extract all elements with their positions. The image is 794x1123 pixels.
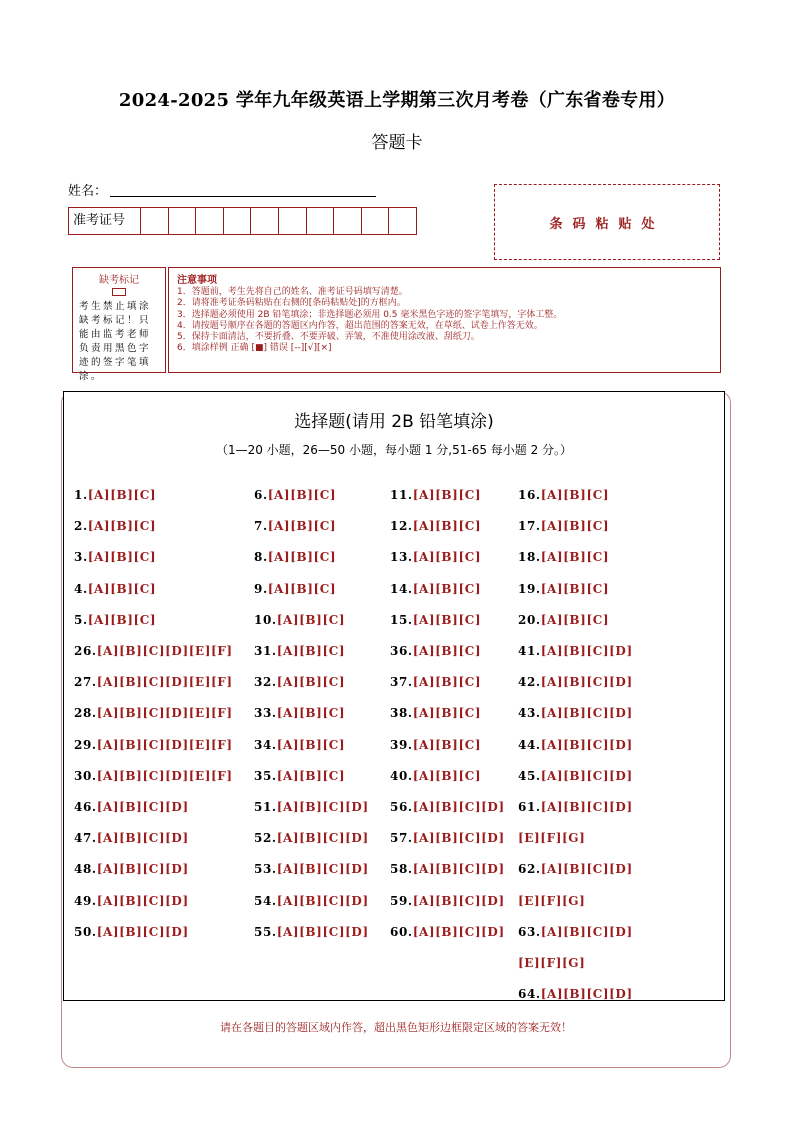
answer-options[interactable]: [A][B][C]: [412, 768, 482, 783]
answer-options[interactable]: [A][B][C][D]: [96, 831, 189, 846]
answer-options[interactable]: [A][B][C]: [276, 706, 346, 721]
question-number: 37.: [390, 675, 413, 690]
answer-options[interactable]: [A][B][C]: [412, 612, 482, 627]
question-number: 51.: [254, 800, 277, 814]
choice-question[interactable]: [254, 769, 345, 783]
choice-question[interactable]: [390, 550, 481, 564]
choice-question[interactable]: [254, 862, 369, 876]
choice-question[interactable]: [74, 738, 233, 752]
exam-id-cell[interactable]: [251, 208, 279, 234]
choice-question[interactable]: [74, 925, 189, 939]
question-number: 1.: [74, 488, 88, 502]
choice-question[interactable]: [390, 831, 505, 845]
question-number: 18.: [518, 550, 541, 565]
answer-options[interactable]: [E][F][G]: [518, 956, 586, 970]
question-number: 2.: [74, 519, 88, 534]
bottom-warning: 请在各题目的答题区域内作答，超出黑色矩形边框限定区域的答案无效！: [220, 1021, 572, 1034]
choice-question[interactable]: [254, 644, 345, 658]
question-number: 44.: [518, 737, 541, 752]
question-number: 28.: [74, 706, 97, 721]
question-number: 57.: [390, 831, 413, 846]
answer-options[interactable]: [A][B][C][D]: [412, 924, 505, 939]
answer-options[interactable]: [A][B][C][D]: [276, 924, 369, 939]
choice-question[interactable]: [518, 675, 633, 689]
question-number: 56.: [390, 800, 413, 814]
answer-options[interactable]: [A][B][C]: [412, 675, 482, 690]
question-number: 64.: [518, 987, 541, 1002]
page-title: 2024-2025 学年九年级英语上学期第三次月考卷（广东省卷专用）: [118, 90, 676, 111]
question-number: 19.: [518, 581, 541, 596]
answer-options[interactable]: [A][B][C]: [276, 675, 346, 690]
notes-item: 3．选择题必须使用 2B 铅笔填涂；非选择题必须用 0.5 毫米黑色字迹的签字笔填写，字体工整。: [177, 309, 563, 320]
answer-options[interactable]: [A][B][C]: [267, 519, 337, 534]
question-number: 15.: [390, 612, 413, 627]
absent-mark-description: 考生禁止填涂缺考标记！只能由监考老师负责用黑色字迹的签字笔填涂。: [79, 301, 152, 382]
choice-question[interactable]: [254, 519, 336, 533]
answer-options[interactable]: [A][B][C][D]: [540, 644, 633, 658]
question-number: 59.: [390, 893, 413, 908]
name-field[interactable]: [110, 196, 376, 197]
question-number: 30.: [74, 768, 97, 783]
choice-question[interactable]: [518, 894, 585, 908]
answer-options[interactable]: [A][B][C]: [267, 550, 337, 565]
choice-question[interactable]: [390, 800, 505, 814]
choice-question[interactable]: [74, 706, 233, 720]
answer-options[interactable]: [A][B][C][D]: [96, 893, 189, 908]
choice-question[interactable]: [74, 800, 189, 814]
question-number: 11.: [390, 488, 413, 502]
question-number: 39.: [390, 737, 413, 752]
choice-question[interactable]: [74, 862, 189, 876]
answer-options[interactable]: [A][B][C][D][E][F]: [96, 675, 233, 690]
question-number: 46.: [74, 800, 97, 814]
question-number: 7.: [254, 519, 268, 534]
choice-question[interactable]: [390, 675, 481, 689]
question-number: 33.: [254, 706, 277, 721]
exam-id-cell[interactable]: [362, 208, 390, 234]
absent-mark-checkbox[interactable]: [112, 288, 126, 296]
question-number: 49.: [74, 893, 97, 908]
question-number: 17.: [518, 519, 541, 534]
question-number: 54.: [254, 893, 277, 908]
exam-id-label: 准考证号: [69, 208, 141, 234]
choice-section-note: （1—20 小题，26—50 小题，每小题 1 分,51-65 每小题 2 分。）: [215, 443, 573, 457]
question-number: 50.: [74, 924, 97, 939]
question-number: 13.: [390, 550, 413, 565]
answer-sheet-subtitle: 答题卡: [371, 133, 423, 153]
exam-id-cell[interactable]: [279, 208, 307, 234]
answer-options[interactable]: [A][B][C][D]: [540, 706, 633, 721]
answer-options[interactable]: [A][B][C]: [87, 519, 157, 534]
answer-options[interactable]: [A][B][C]: [276, 612, 346, 627]
choice-question[interactable]: [390, 488, 481, 502]
choice-question[interactable]: [254, 550, 336, 564]
answer-options[interactable]: [A][B][C][D]: [412, 862, 505, 877]
question-number: 36.: [390, 644, 413, 658]
question-number: 38.: [390, 706, 413, 721]
choice-question[interactable]: [518, 800, 633, 814]
answer-options[interactable]: [A][B][C]: [412, 644, 482, 658]
choice-question[interactable]: [74, 519, 156, 533]
answer-options[interactable]: [A][B][C]: [87, 550, 157, 565]
answer-options[interactable]: [A][B][C][D]: [412, 831, 505, 846]
question-number: 6.: [254, 488, 268, 502]
question-number: 58.: [390, 862, 413, 877]
exam-id-cell[interactable]: [169, 208, 197, 234]
answer-options[interactable]: [A][B][C]: [87, 612, 157, 627]
answer-options[interactable]: [A][B][C][D]: [540, 768, 633, 783]
answer-options[interactable]: [A][B][C][D]: [96, 924, 189, 939]
exam-id-cell[interactable]: [307, 208, 335, 234]
notes-box: [168, 267, 721, 373]
notes-item: 5．保持卡面清洁，不要折叠、不要弄破、弄皱，不准使用涂改液、刮纸刀。: [177, 332, 480, 343]
choice-question[interactable]: [74, 488, 156, 502]
notes-item: 2．请将准考证条码粘贴在右侧的[条码粘贴处]的方框内。: [177, 298, 406, 309]
answer-options[interactable]: [A][B][C]: [412, 550, 482, 565]
choice-question[interactable]: [254, 800, 369, 814]
question-number: 20.: [518, 612, 541, 627]
question-number: 31.: [254, 644, 277, 658]
answer-options[interactable]: [A][B][C]: [276, 644, 346, 658]
exam-id-cell[interactable]: [389, 208, 416, 234]
answer-options[interactable]: [A][B][C]: [540, 612, 610, 627]
choice-question[interactable]: [390, 894, 505, 908]
choice-question[interactable]: [518, 550, 609, 564]
choice-question[interactable]: [518, 582, 609, 596]
answer-options[interactable]: [A][B][C]: [267, 581, 337, 596]
exam-id-box: [68, 207, 417, 235]
choice-question[interactable]: [390, 519, 481, 533]
answer-options[interactable]: [A][B][C]: [87, 581, 157, 596]
choice-question[interactable]: [518, 738, 633, 752]
choice-question[interactable]: [254, 488, 336, 502]
choice-question[interactable]: [254, 582, 336, 596]
question-number: 48.: [74, 862, 97, 877]
answer-options[interactable]: [A][B][C]: [412, 706, 482, 721]
choice-question[interactable]: [254, 738, 345, 752]
answer-options[interactable]: [A][B][C][D][E][F]: [96, 768, 233, 783]
choice-question[interactable]: [390, 738, 481, 752]
answer-options[interactable]: [A][B][C][D]: [540, 737, 633, 752]
question-number: 12.: [390, 519, 413, 534]
choice-question[interactable]: [390, 925, 505, 939]
choice-question[interactable]: [254, 831, 369, 845]
choice-question[interactable]: [74, 675, 233, 689]
question-number: 10.: [254, 612, 277, 627]
choice-question[interactable]: [74, 550, 156, 564]
choice-question[interactable]: [254, 925, 369, 939]
question-number: 35.: [254, 768, 277, 783]
question-number: 41.: [518, 644, 541, 658]
question-number: 8.: [254, 550, 268, 565]
choice-question[interactable]: [74, 644, 233, 658]
choice-question[interactable]: [518, 956, 585, 970]
answer-options[interactable]: [A][B][C]: [87, 488, 157, 502]
choice-question[interactable]: [518, 613, 609, 627]
choice-question[interactable]: [518, 925, 633, 939]
choice-question[interactable]: [390, 769, 481, 783]
answer-options[interactable]: [A][B][C][D]: [540, 800, 633, 814]
answer-options[interactable]: [A][B][C][D][E][F]: [96, 737, 233, 752]
answer-options[interactable]: [A][B][C][D]: [276, 831, 369, 846]
answer-options[interactable]: [A][B][C]: [276, 737, 346, 752]
choice-question[interactable]: [518, 519, 609, 533]
choice-question[interactable]: [390, 582, 481, 596]
choice-question[interactable]: [518, 831, 585, 845]
exam-id-cell[interactable]: [141, 208, 169, 234]
notes-title: 注意事项: [177, 275, 217, 286]
answer-options[interactable]: [A][B][C][D]: [276, 800, 369, 814]
answer-options[interactable]: [A][B][C]: [412, 519, 482, 534]
exam-id-cell[interactable]: [224, 208, 252, 234]
question-number: 62.: [518, 862, 541, 877]
choice-question[interactable]: [74, 613, 156, 627]
choice-question[interactable]: [74, 831, 189, 845]
question-number: 29.: [74, 737, 97, 752]
question-number: 43.: [518, 706, 541, 721]
question-number: 5.: [74, 612, 88, 627]
question-number: 4.: [74, 581, 88, 596]
answer-options[interactable]: [A][B][C][D]: [96, 800, 189, 814]
question-number: 9.: [254, 581, 268, 596]
question-number: 40.: [390, 768, 413, 783]
choice-question[interactable]: [518, 644, 633, 658]
notes-item: 1．答题前，考生先将自己的姓名、准考证号码填写清楚。: [177, 287, 408, 297]
choice-question[interactable]: [518, 862, 633, 876]
exam-id-cell[interactable]: [334, 208, 362, 234]
choice-question[interactable]: [254, 894, 369, 908]
choice-question[interactable]: [390, 862, 505, 876]
question-number: 60.: [390, 924, 413, 939]
question-number: 14.: [390, 581, 413, 596]
choice-question[interactable]: [390, 613, 481, 627]
answer-options[interactable]: [A][B][C]: [412, 737, 482, 752]
choice-question[interactable]: [518, 706, 633, 720]
answer-options[interactable]: [A][B][C][D][E][F]: [96, 644, 233, 658]
answer-options[interactable]: [A][B][C][D]: [96, 862, 189, 877]
notes-item: 6．填涂样例 正确 [■] 错误 [--][√][×]: [177, 343, 332, 354]
answer-options[interactable]: [E][F][G]: [518, 831, 586, 846]
question-number: 42.: [518, 675, 541, 690]
question-number: 61.: [518, 800, 541, 814]
absent-mark-title: 缺考标记: [99, 275, 139, 286]
barcode-area: [494, 184, 720, 260]
answer-options[interactable]: [A][B][C]: [540, 488, 610, 502]
choice-question[interactable]: [74, 894, 189, 908]
exam-id-cell[interactable]: [196, 208, 224, 234]
choice-question[interactable]: [74, 769, 233, 783]
choice-question[interactable]: [390, 644, 481, 658]
answer-options[interactable]: [A][B][C][D]: [276, 862, 369, 877]
notes-item: 4．请按题号顺序在各题的答题区内作答，超出范围的答案无效，在草纸、试卷上作答无效。: [177, 320, 543, 331]
answer-options[interactable]: [A][B][C][D]: [540, 924, 633, 939]
choice-section-title: 选择题(请用 2B 铅笔填涂): [294, 412, 494, 432]
answer-options[interactable]: [A][B][C]: [540, 550, 610, 565]
choice-question[interactable]: [518, 769, 633, 783]
answer-options[interactable]: [A][B][C]: [276, 768, 346, 783]
choice-question[interactable]: [254, 675, 345, 689]
choice-question[interactable]: [74, 582, 156, 596]
answer-options[interactable]: [A][B][C][D]: [540, 987, 633, 1002]
question-number: 53.: [254, 862, 277, 877]
choice-question[interactable]: [254, 706, 345, 720]
choice-question[interactable]: [518, 488, 609, 502]
answer-options[interactable]: [A][B][C][D]: [540, 862, 633, 877]
answer-options[interactable]: [A][B][C][D]: [412, 893, 505, 908]
question-number: 52.: [254, 831, 277, 846]
question-number: 47.: [74, 831, 97, 846]
answer-options[interactable]: [A][B][C][D]: [276, 893, 369, 908]
answer-options[interactable]: [A][B][C][D]: [412, 800, 505, 814]
question-number: 27.: [74, 675, 97, 690]
question-number: 63.: [518, 924, 541, 939]
question-number: 55.: [254, 924, 277, 939]
choice-question[interactable]: [390, 706, 481, 720]
barcode-label: 条码粘贴处: [549, 216, 665, 232]
choice-question[interactable]: [518, 987, 633, 1001]
choice-section-frame: [63, 391, 725, 1001]
choice-question[interactable]: [254, 613, 345, 627]
name-label: 姓名：: [68, 184, 108, 199]
question-number: 3.: [74, 550, 88, 565]
answer-options[interactable]: [A][B][C]: [412, 581, 482, 596]
answer-options[interactable]: [E][F][G]: [518, 893, 586, 908]
question-number: 34.: [254, 737, 277, 752]
answer-options[interactable]: [A][B][C]: [412, 488, 482, 502]
answer-options[interactable]: [A][B][C][D]: [540, 675, 633, 690]
answer-options[interactable]: [A][B][C][D][E][F]: [96, 706, 233, 721]
question-number: 16.: [518, 488, 541, 502]
question-number: 45.: [518, 768, 541, 783]
question-number: 32.: [254, 675, 277, 690]
answer-options[interactable]: [A][B][C]: [267, 488, 337, 502]
question-number: 26.: [74, 644, 97, 658]
answer-options[interactable]: [A][B][C]: [540, 519, 610, 534]
answer-options[interactable]: [A][B][C]: [540, 581, 610, 596]
absent-mark-box: [72, 267, 166, 382]
